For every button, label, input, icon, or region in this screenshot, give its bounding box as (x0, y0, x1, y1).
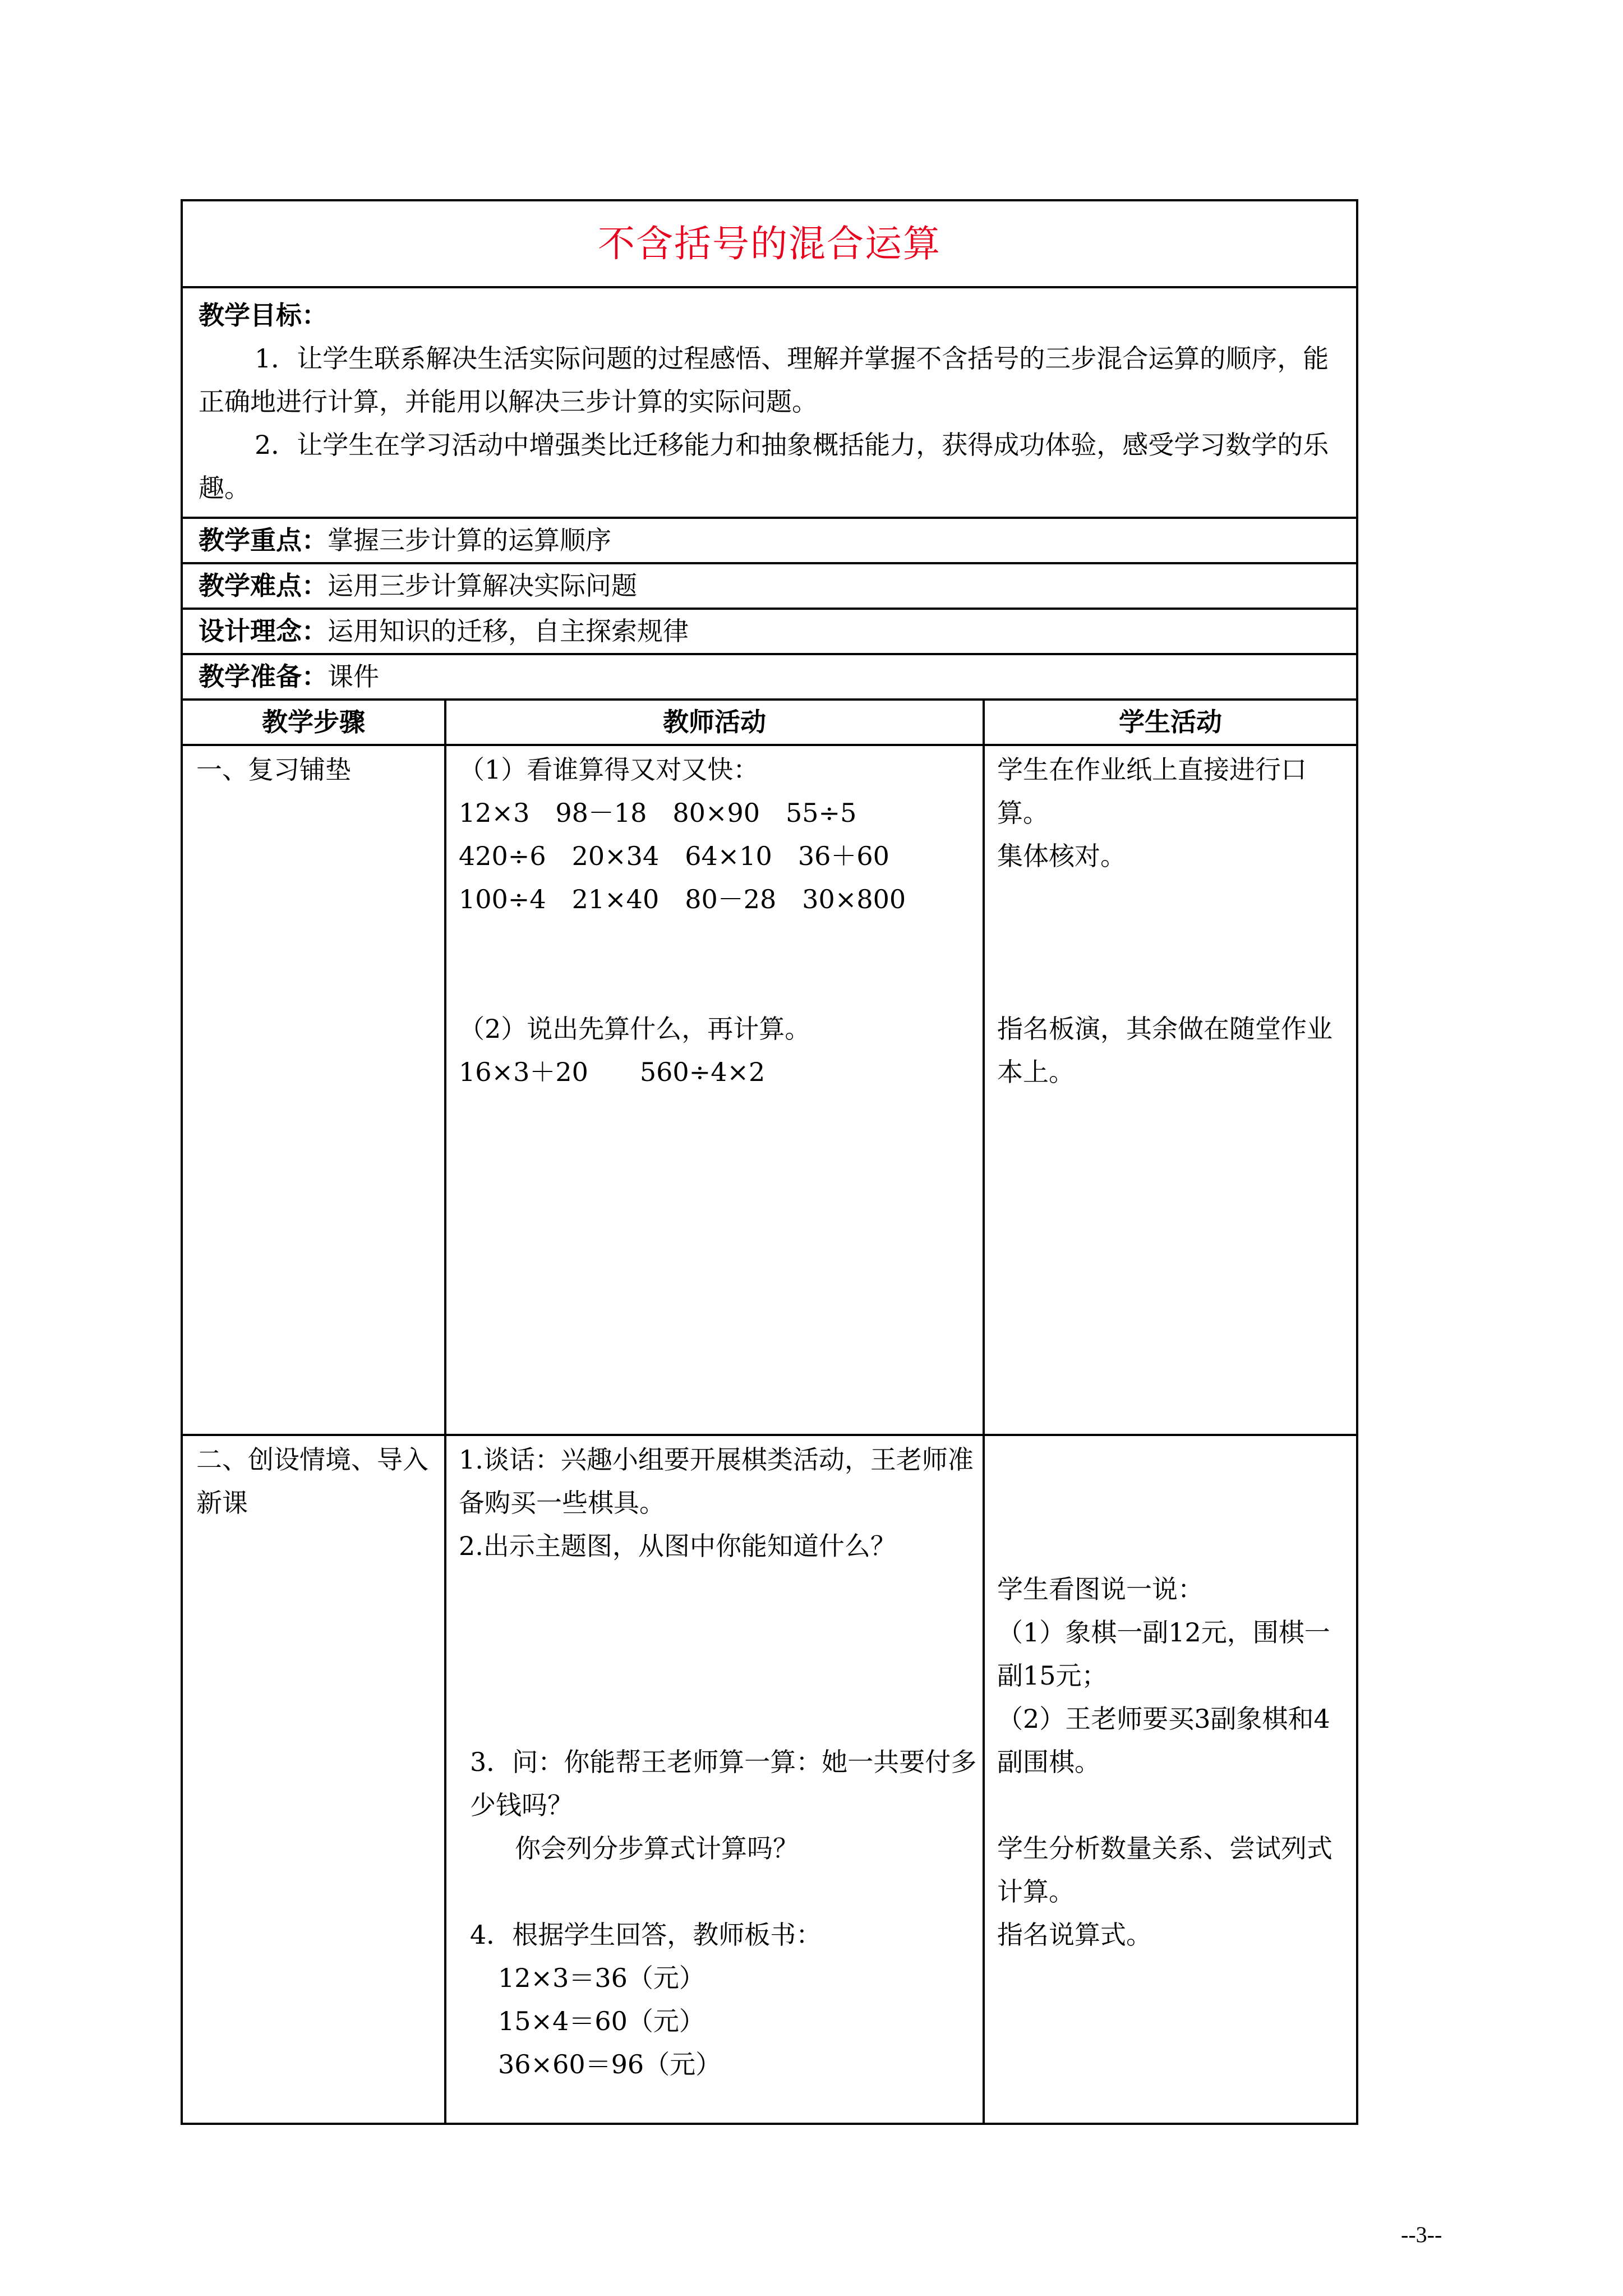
section-1-question-1: （1）看谁算得又对又快： (459, 754, 759, 785)
section-2-student-2: （1）象棋一副12元，围棋一副15元； (997, 1617, 1330, 1691)
page-number: --3-- (1401, 2222, 1442, 2247)
preparation-label: 教学准备： (199, 661, 328, 692)
section-2-teacher-1: 1.谈话：兴趣小组要开展棋类活动，王老师准备购买一些棋具。 (459, 1444, 974, 1518)
board-equation-1: 12×3＝36（元） (498, 1963, 705, 1993)
board-equation-2: 15×4＝60（元） (498, 2006, 705, 2036)
section-2-teacher-3b: 你会列分步算式计算吗？ (515, 1833, 799, 1864)
section-2-teacher-3: 3．问：你能帮王老师算一算：她一共要付多少钱吗？ (470, 1747, 977, 1820)
section-1-student-3: 指名板演，其余做在随堂作业本上。 (997, 1014, 1332, 1087)
objectives-row (182, 287, 1357, 518)
preparation-value: 课件 (328, 661, 379, 692)
section-2-teacher-2: 2.出示主题图，从图中你能知道什么？ (459, 1531, 896, 1561)
section-2-teacher-4: 4．根据学生回答，教师板书： (470, 1920, 822, 1950)
design-row (182, 609, 1357, 654)
header-step: 教学步骤 (182, 700, 445, 745)
section-1-calc-row-1: 12×3 98－18 80×90 55÷5 (459, 798, 857, 828)
section-1-row (182, 745, 1357, 1435)
objective-1: 1．让学生联系解决生活实际问题的过程感悟、理解并掌握不含括号的三步混合运算的顺序，能正确地进行计算，并能用以解决三步计算的实际问题。 (199, 343, 1329, 417)
key-point-row (182, 518, 1357, 563)
design-label: 设计理念： (199, 616, 328, 646)
section-2-student-4: 学生分析数量关系、尝试列式计算。 (997, 1833, 1332, 1907)
difficulty-label: 教学难点： (199, 570, 328, 601)
section-1-student-1: 学生在作业纸上直接进行口算。 (997, 754, 1307, 828)
section-1-step: 一、复习铺垫 (196, 754, 351, 785)
header-row (182, 700, 1357, 745)
lesson-plan-table (181, 199, 1358, 2125)
difficulty-value: 运用三步计算解决实际问题 (328, 570, 637, 601)
header-student: 学生活动 (984, 700, 1357, 745)
header-teacher: 教师活动 (445, 700, 984, 745)
section-1-calc-row-3: 100÷4 21×40 80－28 30×800 (459, 884, 906, 914)
key-point-label: 教学重点： (199, 525, 328, 555)
section-2-row (182, 1435, 1357, 2124)
section-1-student-2: 集体核对。 (997, 841, 1126, 871)
section-1-calc-row-4: 16×3＋20 560÷4×2 (459, 1057, 766, 1087)
section-2-student-1: 学生看图说一说： (997, 1574, 1204, 1604)
design-value: 运用知识的迁移，自主探索规律 (328, 616, 689, 646)
section-1-question-2: （2）说出先算什么，再计算。 (459, 1014, 811, 1044)
key-point-value: 掌握三步计算的运算顺序 (328, 525, 611, 555)
title-row (182, 200, 1357, 287)
objective-2: 2．让学生在学习活动中增强类比迁移能力和抽象概括能力，获得成功体验，感受学习数学的乐趣。 (199, 430, 1329, 503)
objectives-label: 教学目标： (199, 300, 328, 330)
board-equation-3: 36×60＝96（元） (498, 2049, 722, 2079)
section-2-student-3: （2）王老师要买3副象棋和4副围棋。 (997, 1704, 1330, 1777)
difficulty-row (182, 563, 1357, 609)
section-2-step: 二、创设情境、导入新课 (196, 1444, 428, 1518)
section-2-student-5: 指名说算式。 (997, 1920, 1152, 1950)
page-title: 不含括号的混合运算 (598, 222, 941, 265)
section-1-calc-row-2: 420÷6 20×34 64×10 36＋60 (459, 841, 889, 871)
preparation-row (182, 654, 1357, 700)
